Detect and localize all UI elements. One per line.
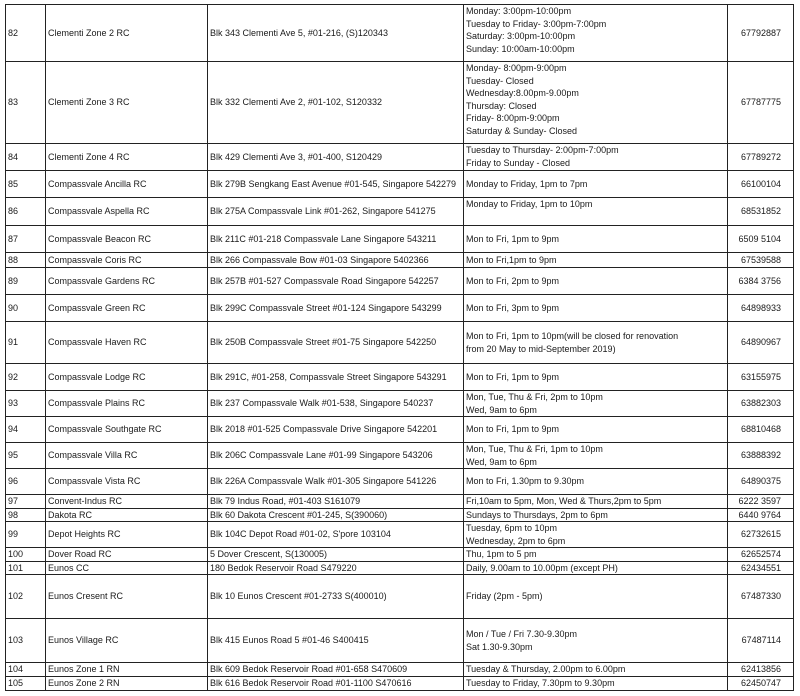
centre-name-cell: Dover Road RC xyxy=(46,548,208,562)
opening-hours-line: Mon, Tue, Thu & Fri, 1pm to 10pm xyxy=(466,444,603,454)
opening-hours-line: Mon to Fri, 1pm to 9pm xyxy=(466,424,560,435)
table-row xyxy=(6,548,794,562)
opening-hours-cell xyxy=(464,226,728,253)
opening-hours-cell xyxy=(464,391,728,417)
opening-hours-line: Mon to Fri, 2pm to 9pm xyxy=(466,275,560,286)
row-number-cell: 99 xyxy=(6,522,46,548)
centre-name-cell: Clementi Zone 2 RC xyxy=(46,5,208,62)
opening-hours-cell xyxy=(464,5,728,62)
phone-cell: 67787775 xyxy=(728,62,794,144)
opening-hours-cell xyxy=(464,62,728,144)
centre-name-cell: Compassvale Haven RC xyxy=(46,322,208,364)
table-row xyxy=(6,62,794,144)
row-number-cell: 89 xyxy=(6,268,46,295)
centre-name-cell: Clementi Zone 4 RC xyxy=(46,144,208,171)
address-cell: Blk 266 Compassvale Bow #01-03 Singapore 5402366 xyxy=(208,253,464,268)
opening-hours-line: Tuesday & Thursday, 2.00pm to 6.00pm xyxy=(466,664,626,674)
phone-cell: 6384 3756 xyxy=(728,268,794,295)
phone-cell: 62450747 xyxy=(728,676,794,690)
opening-hours-line: Monday- 8:00pm-9:00pm xyxy=(466,63,567,73)
centre-name-cell: Eunos Zone 2 RN xyxy=(46,676,208,690)
address-cell: Blk 104C Depot Road #01-02, S'pore 103104 xyxy=(208,522,464,548)
row-number-cell: 86 xyxy=(6,198,46,226)
row-number-cell: 82 xyxy=(6,5,46,62)
address-cell: Blk 429 Clementi Ave 3, #01-400, S120429 xyxy=(208,144,464,171)
address-cell: Blk 275A Compassvale Link #01-262, Singapore 541275 xyxy=(208,198,464,226)
opening-hours-line: Saturday & Sunday- Closed xyxy=(466,125,578,136)
phone-cell: 6440 9764 xyxy=(728,508,794,522)
row-number-cell: 97 xyxy=(6,495,46,509)
opening-hours-line: Mon to Fri, 1pm to 9pm xyxy=(466,371,560,382)
table-body xyxy=(6,5,794,691)
opening-hours-line: Fri,10am to 5pm, Mon, Wed & Thurs,2pm to 5pm xyxy=(466,496,662,506)
row-number-cell: 98 xyxy=(6,508,46,522)
row-number-cell: 105 xyxy=(6,676,46,690)
phone-cell: 63882303 xyxy=(728,391,794,417)
row-number-cell: 100 xyxy=(6,548,46,562)
phone-cell: 64890375 xyxy=(728,469,794,495)
address-cell: Blk 60 Dakota Crescent #01-245, S(390060) xyxy=(208,508,464,522)
opening-hours-cell xyxy=(464,253,728,268)
address-cell: Blk 206C Compassvale Lane #01-99 Singapore 543206 xyxy=(208,443,464,469)
table-row xyxy=(6,144,794,171)
table-row xyxy=(6,253,794,268)
opening-hours-line: Sat 1.30-9.30pm xyxy=(466,641,533,652)
opening-hours-cell xyxy=(464,443,728,469)
opening-hours-line: Wednesday:8.00pm-9.00pm xyxy=(466,88,579,98)
opening-hours-line: Monday: 3:00pm-10:00pm xyxy=(466,6,572,16)
opening-hours-cell xyxy=(464,417,728,443)
centre-name-cell: Eunos Cresent RC xyxy=(46,575,208,619)
phone-cell: 64898933 xyxy=(728,295,794,322)
row-number-cell: 88 xyxy=(6,253,46,268)
phone-cell: 67487114 xyxy=(728,619,794,663)
address-cell: Blk 250B Compassvale Street #01-75 Singapore 542250 xyxy=(208,322,464,364)
address-cell: Blk 279B Sengkang East Avenue #01-545, Singapore 542279 xyxy=(208,171,464,198)
opening-hours-cell xyxy=(464,676,728,690)
table-row xyxy=(6,226,794,253)
opening-hours-cell xyxy=(464,575,728,619)
table-row xyxy=(6,495,794,509)
address-cell: Blk 609 Bedok Reservoir Road #01-658 S470609 xyxy=(208,663,464,677)
address-cell: Blk 299C Compassvale Street #01-124 Singapore 543299 xyxy=(208,295,464,322)
centre-name-cell: Compassvale Coris RC xyxy=(46,253,208,268)
row-number-cell: 94 xyxy=(6,417,46,443)
opening-hours-line: Tuesday- Closed xyxy=(466,75,534,86)
opening-hours-line: Sunday: 10:00am-10:00pm xyxy=(466,43,575,54)
opening-hours-line: Tuesday to Friday, 7.30pm to 9.30pm xyxy=(466,677,615,688)
phone-cell: 62652574 xyxy=(728,548,794,562)
opening-hours-line: Monday to Friday, 1pm to 7pm xyxy=(466,178,588,189)
row-number-cell: 90 xyxy=(6,295,46,322)
opening-hours-line: Wed, 9am to 6pm xyxy=(466,404,537,415)
centre-name-cell: Compassvale Ancilla RC xyxy=(46,171,208,198)
table-row xyxy=(6,575,794,619)
phone-cell: 6509 5104 xyxy=(728,226,794,253)
table-row xyxy=(6,171,794,198)
opening-hours-line: from 20 May to mid-September 2019) xyxy=(466,343,616,354)
table-row xyxy=(6,5,794,62)
phone-cell: 6222 3597 xyxy=(728,495,794,509)
phone-cell: 67792887 xyxy=(728,5,794,62)
address-cell: Blk 257B #01-527 Compassvale Road Singapore 542257 xyxy=(208,268,464,295)
opening-hours-line: Mon to Fri,1pm to 9pm xyxy=(466,254,557,265)
opening-hours-cell xyxy=(464,144,728,171)
centre-name-cell: Depot Heights RC xyxy=(46,522,208,548)
opening-hours-cell xyxy=(464,561,728,575)
opening-hours-line: Friday (2pm - 5pm) xyxy=(466,591,543,602)
opening-hours-line: Mon, Tue, Thu & Fri, 2pm to 10pm xyxy=(466,392,603,402)
address-cell: Blk 79 Indus Road, #01-403 S161079 xyxy=(208,495,464,509)
row-number-cell: 85 xyxy=(6,171,46,198)
address-cell: Blk 616 Bedok Reservoir Road #01-1100 S470616 xyxy=(208,676,464,690)
opening-hours-line: Daily, 9.00am to 10.00pm (except PH) xyxy=(466,562,618,573)
table-row xyxy=(6,469,794,495)
centre-name-cell: Convent-Indus RC xyxy=(46,495,208,509)
opening-hours-line: Mon to Fri, 1pm to 10pm(will be closed for renovation xyxy=(466,331,679,341)
phone-cell: 67539588 xyxy=(728,253,794,268)
centre-name-cell: Compassvale Lodge RC xyxy=(46,364,208,391)
address-cell: Blk 226A Compassvale Walk #01-305 Singapore 541226 xyxy=(208,469,464,495)
centre-name-cell: Compassvale Aspella RC xyxy=(46,198,208,226)
opening-hours-cell xyxy=(464,508,728,522)
table-row xyxy=(6,508,794,522)
opening-hours-line: Wednesday, 2pm to 6pm xyxy=(466,535,566,546)
opening-hours-cell xyxy=(464,322,728,364)
opening-hours-line: Mon to Fri, 3pm to 9pm xyxy=(466,302,560,313)
opening-hours-cell xyxy=(464,495,728,509)
opening-hours-line: Friday- 8:00pm-9:00pm xyxy=(466,113,560,123)
opening-hours-line: Tuesday to Friday- 3:00pm-7:00pm xyxy=(466,18,607,29)
centre-name-cell: Compassvale Villa RC xyxy=(46,443,208,469)
opening-hours-cell xyxy=(464,171,728,198)
phone-cell: 62413856 xyxy=(728,663,794,677)
row-number-cell: 83 xyxy=(6,62,46,144)
centre-name-cell: Compassvale Plains RC xyxy=(46,391,208,417)
opening-hours-line: Wed, 9am to 6pm xyxy=(466,456,537,467)
opening-hours-cell xyxy=(464,619,728,663)
opening-hours-cell xyxy=(464,268,728,295)
centre-name-cell: Compassvale Vista RC xyxy=(46,469,208,495)
address-cell: Blk 10 Eunos Crescent #01-2733 S(400010) xyxy=(208,575,464,619)
opening-hours-cell xyxy=(464,198,728,226)
centre-name-cell: Clementi Zone 3 RC xyxy=(46,62,208,144)
opening-hours-line: Thursday: Closed xyxy=(466,100,537,111)
centre-name-cell: Compassvale Beacon RC xyxy=(46,226,208,253)
table-row xyxy=(6,663,794,677)
table-row xyxy=(6,364,794,391)
row-number-cell: 91 xyxy=(6,322,46,364)
opening-hours-line: Sundays to Thursdays, 2pm to 6pm xyxy=(466,509,608,520)
opening-hours-cell xyxy=(464,548,728,562)
centre-name-cell: Compassvale Green RC xyxy=(46,295,208,322)
centre-name-cell: Dakota RC xyxy=(46,508,208,522)
table-row xyxy=(6,443,794,469)
opening-hours-cell xyxy=(464,522,728,548)
row-number-cell: 87 xyxy=(6,226,46,253)
phone-cell: 67789272 xyxy=(728,144,794,171)
address-cell: 180 Bedok Reservoir Road S479220 xyxy=(208,561,464,575)
phone-cell: 62732615 xyxy=(728,522,794,548)
phone-cell: 62434551 xyxy=(728,561,794,575)
opening-hours-line: Tuesday, 6pm to 10pm xyxy=(466,523,558,533)
phone-cell: 64890967 xyxy=(728,322,794,364)
address-cell: 5 Dover Crescent, S(130005) xyxy=(208,548,464,562)
address-cell: Blk 2018 #01-525 Compassvale Drive Singapore 542201 xyxy=(208,417,464,443)
table-row xyxy=(6,391,794,417)
table-row xyxy=(6,522,794,548)
address-cell: Blk 415 Eunos Road 5 #01-46 S400415 xyxy=(208,619,464,663)
table-row xyxy=(6,268,794,295)
row-number-cell: 84 xyxy=(6,144,46,171)
phone-cell: 66100104 xyxy=(728,171,794,198)
opening-hours-line: Saturday: 3:00pm-10:00pm xyxy=(466,31,576,41)
address-cell: Blk 332 Clementi Ave 2, #01-102, S120332 xyxy=(208,62,464,144)
row-number-cell: 103 xyxy=(6,619,46,663)
address-cell: Blk 211C #01-218 Compassvale Lane Singapore 543211 xyxy=(208,226,464,253)
centre-name-cell: Compassvale Southgate RC xyxy=(46,417,208,443)
address-cell: Blk 343 Clementi Ave 5, #01-216, (S)120343 xyxy=(208,5,464,62)
address-cell: Blk 291C, #01-258, Compassvale Street Singapore 543291 xyxy=(208,364,464,391)
row-number-cell: 95 xyxy=(6,443,46,469)
table-row xyxy=(6,619,794,663)
opening-hours-cell xyxy=(464,663,728,677)
opening-hours-line: Friday to Sunday - Closed xyxy=(466,157,571,168)
row-number-cell: 96 xyxy=(6,469,46,495)
phone-cell: 68810468 xyxy=(728,417,794,443)
table-row xyxy=(6,561,794,575)
row-number-cell: 102 xyxy=(6,575,46,619)
row-number-cell: 104 xyxy=(6,663,46,677)
table-row xyxy=(6,417,794,443)
phone-cell: 67487330 xyxy=(728,575,794,619)
opening-hours-line: Monday to Friday, 1pm to 10pm xyxy=(466,199,593,209)
opening-hours-line: Mon to Fri, 1.30pm to 9.30pm xyxy=(466,476,585,487)
table-row xyxy=(6,676,794,690)
table-row xyxy=(6,322,794,364)
phone-cell: 68531852 xyxy=(728,198,794,226)
phone-cell: 63888392 xyxy=(728,443,794,469)
address-cell: Blk 237 Compassvale Walk #01-538, Singapore 540237 xyxy=(208,391,464,417)
table-row xyxy=(6,198,794,226)
opening-hours-line: Tuesday to Thursday- 2:00pm-7:00pm xyxy=(466,145,619,155)
rc-directory-table xyxy=(5,4,794,691)
centre-name-cell: Eunos CC xyxy=(46,561,208,575)
centre-name-cell: Compassvale Gardens RC xyxy=(46,268,208,295)
opening-hours-cell xyxy=(464,364,728,391)
opening-hours-line: Mon to Fri, 1pm to 9pm xyxy=(466,233,560,244)
row-number-cell: 101 xyxy=(6,561,46,575)
centre-name-cell: Eunos Village RC xyxy=(46,619,208,663)
centre-name-cell: Eunos Zone 1 RN xyxy=(46,663,208,677)
opening-hours-line: Mon / Tue / Fri 7.30-9.30pm xyxy=(466,629,578,639)
opening-hours-cell xyxy=(464,295,728,322)
row-number-cell: 93 xyxy=(6,391,46,417)
opening-hours-cell xyxy=(464,469,728,495)
opening-hours-line: Thu, 1pm to 5 pm xyxy=(466,549,537,559)
table-row xyxy=(6,295,794,322)
phone-cell: 63155975 xyxy=(728,364,794,391)
row-number-cell: 92 xyxy=(6,364,46,391)
